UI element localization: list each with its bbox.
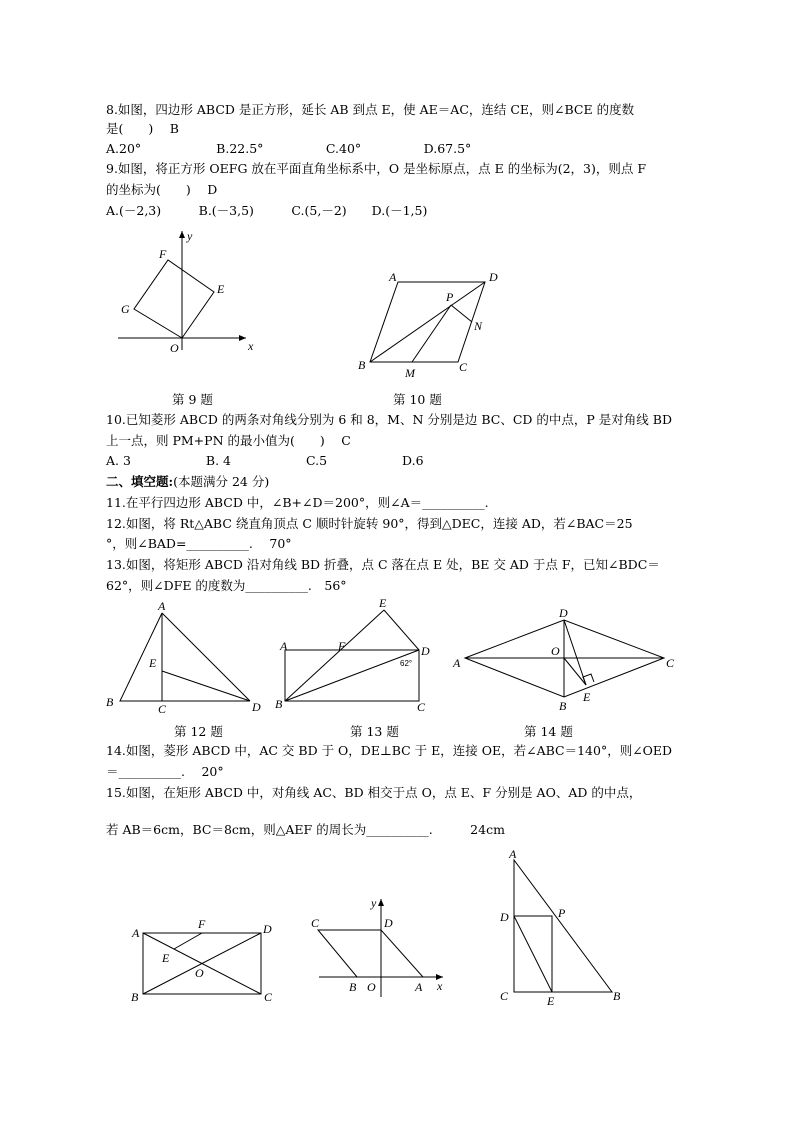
fig12-label-E: E bbox=[149, 656, 157, 670]
section-2-score: (本题满分 24 分) bbox=[173, 474, 270, 489]
q10-options: A. 3 B. 4 C.5 D.6 bbox=[106, 453, 424, 468]
fig16-label-x: x bbox=[437, 979, 443, 993]
fig9-caption: 第 9 题 bbox=[172, 392, 213, 407]
fig15-label-A: A bbox=[132, 926, 140, 940]
q12-line-1: 12.如图，将 Rt△ABC 绕直角顶点 C 顺时针旋转 90°，得到△DEC，连接 AD，若∠BAC＝25 bbox=[106, 516, 633, 531]
q8-line-1: 8.如图，四边形 ABCD 是正方形，延长 AB 到点 E，使 AE＝AC，连结 CE，则∠BCE 的度数 bbox=[106, 102, 635, 117]
fig14-label-A: A bbox=[453, 656, 461, 670]
fig13-angle-label: 62° bbox=[400, 659, 413, 668]
figure-14 bbox=[450, 600, 690, 715]
fig16-label-O: O bbox=[367, 980, 376, 994]
fig14-label-O: O bbox=[551, 644, 560, 658]
fig17-label-E: E bbox=[547, 994, 555, 1008]
fig10-label-B: B bbox=[358, 358, 366, 372]
fig13-label-D: D bbox=[421, 644, 430, 658]
fig12-label-D: D bbox=[252, 700, 261, 714]
fig13-label-F: F bbox=[338, 639, 346, 653]
section-2-heading bbox=[106, 474, 269, 490]
fig16-label-A: A bbox=[415, 980, 423, 994]
fig16-label-y: y bbox=[371, 896, 377, 910]
fig9-label-G: G bbox=[121, 302, 130, 316]
fig14-label-C: C bbox=[666, 656, 675, 670]
figure-15 bbox=[126, 912, 286, 1012]
fig16-label-D: D bbox=[384, 916, 393, 930]
figure-12 bbox=[100, 598, 270, 718]
fig16-label-C: C bbox=[311, 916, 320, 930]
fig10-label-A: A bbox=[389, 270, 397, 284]
fig17-label-D: D bbox=[500, 910, 509, 924]
q10-line-2: 上一点，则 PM+PN 的最小值为( ) C bbox=[106, 433, 351, 448]
fig13-label-A: A bbox=[280, 639, 288, 653]
fig15-label-E: E bbox=[162, 951, 170, 965]
fig15-label-D: D bbox=[263, 922, 272, 936]
fig15-label-O: O bbox=[195, 966, 204, 980]
fig9-label-O: O bbox=[170, 341, 179, 355]
fig10-label-C: C bbox=[459, 360, 468, 374]
q9-line-2: 的坐标为( ) D bbox=[106, 182, 218, 197]
fig9-label-x: x bbox=[248, 339, 254, 353]
q13-line-2: 62°，则∠DFE 的度数为__________. 56° bbox=[106, 578, 347, 593]
fig13-label-B: B bbox=[275, 697, 283, 711]
fig13-label-E: E bbox=[379, 596, 387, 610]
fig9-label-F: F bbox=[159, 247, 167, 261]
fig10-caption: 第 10 题 bbox=[393, 392, 442, 407]
q9-line-1: 9.如图，将正方形 OEFG 放在平面直角坐标系中，O 是坐标原点，点 E 的坐标为(2，3)，则点 F bbox=[106, 161, 647, 176]
section-2-title: 二、填空题: bbox=[106, 474, 174, 489]
fig12-label-B: B bbox=[106, 695, 114, 709]
fig10-label-P: P bbox=[446, 290, 454, 304]
fig14-label-E: E bbox=[583, 690, 591, 704]
figure-10 bbox=[355, 265, 515, 380]
figure-16 bbox=[305, 893, 455, 1003]
q13-line-1: 13.如图，将矩形 ABCD 沿对角线 BD 折叠，点 C 落在点 E 处，BE 交 AD 于点 F，已知∠BDC＝ bbox=[106, 557, 660, 572]
fig17-label-A: A bbox=[509, 847, 517, 861]
figure-17 bbox=[494, 845, 634, 1010]
fig10-label-N: N bbox=[474, 319, 483, 333]
q14-line-2: ＝__________. 20° bbox=[106, 764, 224, 779]
q12-line-2: °，则∠BAD=__________. 70° bbox=[106, 536, 292, 551]
fig9-label-E: E bbox=[217, 282, 225, 296]
q14-line-1: 14.如图，菱形 ABCD 中，AC 交 BD 于 O，DE⊥BC 于 E，连接 OE，若∠ABC＝140°，则∠OED bbox=[106, 743, 673, 758]
fig15-label-B: B bbox=[131, 990, 139, 1004]
fig12-label-C: C bbox=[158, 702, 167, 716]
fig14-caption: 第 14 题 bbox=[524, 724, 573, 739]
fig14-label-B: B bbox=[559, 699, 567, 713]
q15-line-1: 15.如图，在矩形 ABCD 中，对角线 AC、BD 相交于点 O，点 E、F 分别是 AO、AD 的中点， bbox=[106, 785, 642, 800]
q15-line-2: 若 AB＝6cm，BC＝8cm，则△AEF 的周长为__________. 24cm bbox=[106, 822, 505, 837]
q8-options: A.20° B.22.5° C.40° D.67.5° bbox=[106, 141, 472, 156]
fig15-label-F: F bbox=[198, 917, 206, 931]
fig10-label-D: D bbox=[489, 270, 498, 284]
fig17-label-P: P bbox=[558, 906, 566, 920]
q11-line: 11.在平行四边形 ABCD 中，∠B+∠D＝200°，则∠A＝__________. bbox=[106, 495, 489, 510]
fig10-label-M: M bbox=[405, 366, 415, 380]
fig17-label-B: B bbox=[613, 989, 621, 1003]
fig9-label-y: y bbox=[187, 229, 193, 243]
fig12-caption: 第 12 题 bbox=[174, 724, 223, 739]
fig13-caption: 第 13 题 bbox=[350, 724, 399, 739]
q9-options: A.(－2,3) B.(－3,5) C.(5,－2) D.(－1,5) bbox=[106, 203, 428, 218]
fig13-label-C: C bbox=[417, 700, 426, 714]
q10-line-1: 10.已知菱形 ABCD 的两条对角线分别为 6 和 8，M、N 分别是边 BC、CD 的中点，P 是对角线 BD bbox=[106, 412, 672, 427]
fig16-label-B: B bbox=[349, 980, 357, 994]
fig14-label-D: D bbox=[559, 606, 568, 620]
figure-9 bbox=[110, 225, 260, 355]
q8-line-2: 是( ) B bbox=[106, 121, 179, 136]
fig15-label-C: C bbox=[264, 990, 273, 1004]
figure-13 bbox=[272, 596, 437, 721]
fig12-label-A: A bbox=[158, 599, 166, 613]
fig17-label-C: C bbox=[500, 989, 509, 1003]
